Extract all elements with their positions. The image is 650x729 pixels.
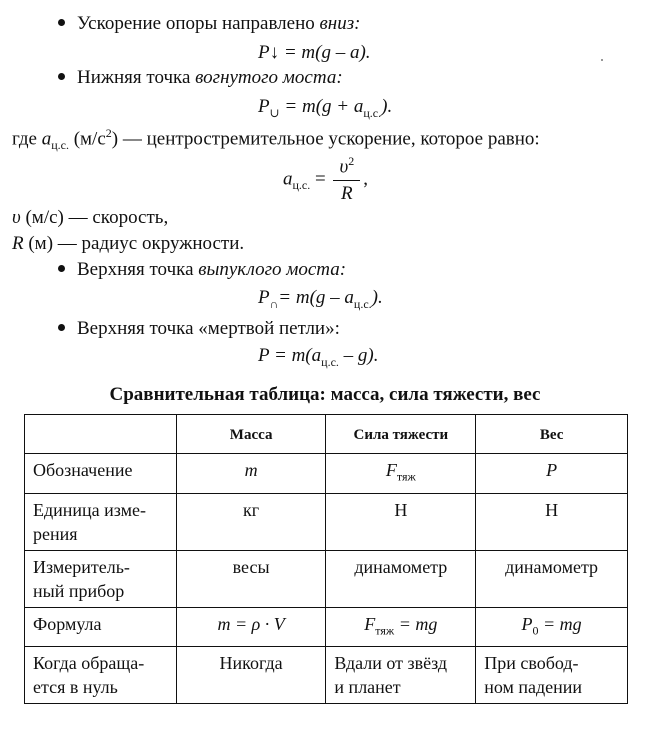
def-units: (м/с — [68, 128, 106, 150]
arrow-down-icon: ↓ — [269, 42, 280, 63]
scan-speck — [601, 59, 603, 61]
cell-gravity — [326, 454, 476, 494]
var-radius — [12, 233, 244, 255]
row-label — [25, 550, 177, 607]
table-row — [25, 647, 628, 704]
formula-symbol: a — [283, 168, 293, 190]
item-italic: вниз: — [319, 13, 361, 34]
cell-line: При свобод- — [484, 653, 579, 674]
bullet-dot — [58, 265, 65, 272]
cell-symbol: F — [364, 613, 376, 634]
header-cell-gravity: Сила тяжести — [326, 415, 476, 454]
cell-weight — [476, 647, 628, 704]
formula-convex-bridge — [258, 287, 383, 312]
definition-centripetal — [12, 126, 540, 153]
formula-rhs: = m(g – a). — [279, 42, 371, 63]
bullet-item-support-down — [58, 13, 360, 35]
table-row — [25, 493, 628, 550]
var-speed — [12, 207, 168, 229]
item-text: Нижняя точка — [77, 67, 196, 88]
fraction — [333, 154, 360, 205]
bullet-item-concave-bridge — [58, 67, 343, 89]
formula-sub: ц.с. — [292, 177, 311, 192]
var-text: (м/с) — скорость, — [20, 207, 169, 228]
cell-gravity — [326, 647, 476, 704]
row-label-line: Когда обраща- — [33, 653, 145, 674]
numerator-symbol: υ — [339, 156, 349, 178]
table-title: Сравнительная таблица: масса, сила тяжести, вес — [109, 384, 541, 405]
table-row — [25, 454, 628, 494]
formula-rhs: ). — [371, 287, 383, 308]
row-label: Формула — [25, 607, 177, 647]
item-text: Верхняя точка «мертвой петли»: — [77, 318, 340, 339]
cell-line: Вдали от звёзд — [334, 653, 448, 674]
formula-rhs: = m(g – a — [278, 287, 354, 308]
var-text: (м) — радиус окружности. — [23, 233, 245, 254]
table-row — [25, 607, 628, 647]
formula-eq: = — [310, 168, 331, 190]
row-label — [25, 493, 177, 550]
cell-weight: динамометр — [476, 550, 628, 607]
row-label — [25, 647, 177, 704]
row-label-line: рения — [33, 523, 78, 544]
formula-symbol: P — [258, 287, 270, 308]
cell-sub: 0 — [532, 623, 539, 638]
row-label-line: ется в нуль — [33, 677, 118, 698]
formula-tail: , — [363, 168, 368, 190]
formula-sub: ∩ — [269, 296, 279, 311]
cell-formula: = mg — [394, 613, 438, 634]
table-title-wrap — [0, 384, 650, 406]
item-text: Ускорение опоры направлено — [77, 13, 320, 34]
cell-sub: тяж — [396, 469, 416, 484]
cell-sub: тяж — [375, 623, 395, 638]
cell-weight — [476, 607, 628, 647]
header-cell-mass: Масса — [176, 415, 326, 454]
bullet-item-dead-loop — [58, 318, 340, 340]
formula-dead-loop — [258, 345, 378, 370]
cell-mass: весы — [176, 550, 326, 607]
header-cell-weight: Вес — [476, 415, 628, 454]
formula-sub: ∪ — [269, 105, 280, 120]
bullet-item-convex-bridge — [58, 259, 346, 281]
def-sub: ц.с. — [51, 138, 69, 153]
row-label: Обозначение — [25, 454, 177, 494]
item-italic: выпуклого моста: — [198, 259, 347, 280]
cell-mass: m = ρ · V — [176, 607, 326, 647]
cell-gravity: динамометр — [326, 550, 476, 607]
formula-symbol: P — [258, 42, 270, 63]
cell-mass: m — [176, 454, 326, 494]
cell-line: ном падении — [484, 677, 583, 698]
comparison-table — [24, 414, 628, 704]
row-label-line: Единица изме- — [33, 499, 147, 520]
var-symbol: υ — [12, 207, 21, 228]
formula-sub: ц.с. — [321, 354, 339, 369]
formula-sub: ц.с. — [363, 105, 382, 120]
fraction-numerator — [333, 154, 360, 181]
item-italic: вогнутого моста: — [195, 67, 343, 88]
bullet-dot — [58, 324, 65, 331]
formula-rhs: – g). — [338, 345, 379, 366]
formula-rhs: ). — [381, 96, 393, 117]
formula-symbol: P — [258, 96, 270, 117]
cell-formula: = mg — [538, 613, 582, 634]
formula-concave-bridge — [258, 96, 392, 121]
cell-symbol: P — [521, 613, 533, 634]
formula-weight-down — [258, 42, 371, 64]
cell-weight: P — [476, 454, 628, 494]
def-sup: 2 — [105, 126, 112, 140]
cell-line: и планет — [334, 677, 401, 698]
def-symbol: a — [41, 128, 52, 150]
cell-gravity: Н — [326, 493, 476, 550]
bullet-dot — [58, 19, 65, 26]
header-cell-empty — [25, 415, 177, 454]
bullet-dot — [58, 73, 65, 80]
numerator-sup: 2 — [348, 154, 355, 168]
formula-lhs: P = m(a — [258, 345, 322, 366]
formula-rhs: = m(g + a — [279, 96, 364, 117]
row-label-line: ный прибор — [33, 580, 125, 601]
fraction-denominator: R — [341, 183, 353, 205]
def-text: ) — центростремительное ускорение, которое равно: — [111, 128, 540, 150]
cell-symbol: F — [385, 460, 397, 480]
formula-sub: ц.с. — [353, 296, 372, 311]
table-header-row — [25, 415, 628, 454]
var-symbol: R — [12, 233, 24, 254]
table-row — [25, 550, 628, 607]
row-label-line: Измеритель- — [33, 556, 130, 577]
def-prefix: где — [12, 128, 42, 150]
item-text: Верхняя точка — [77, 259, 199, 280]
cell-mass: кг — [176, 493, 326, 550]
cell-gravity — [326, 607, 476, 647]
cell-mass: Никогда — [176, 647, 326, 704]
cell-weight: Н — [476, 493, 628, 550]
formula-centripetal — [283, 154, 368, 205]
